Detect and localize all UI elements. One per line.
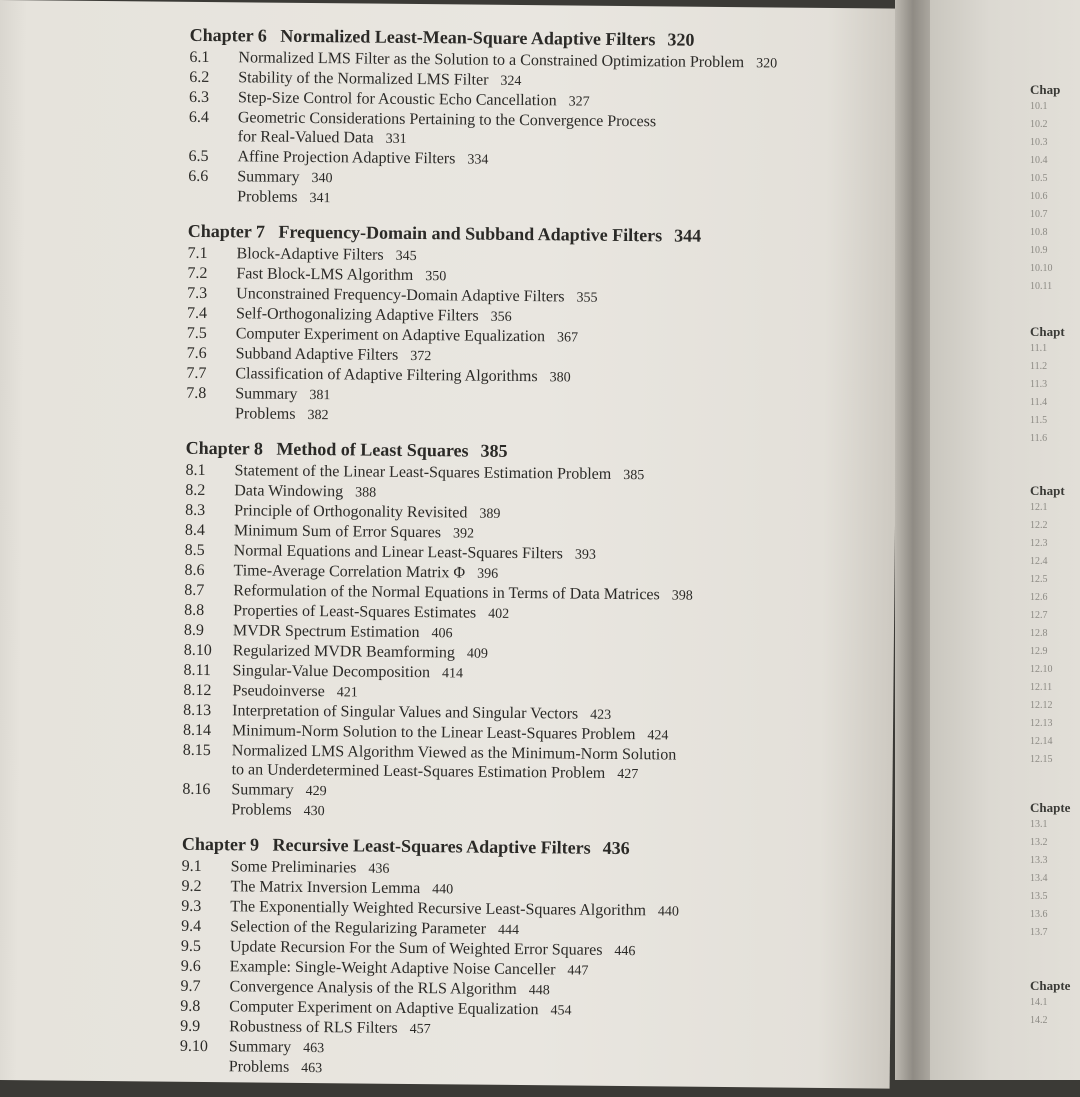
section-title: Interpretation of Singular Values and Singular Vectors <box>232 702 579 723</box>
section-page: 457 <box>409 1021 431 1038</box>
section-number: 8.8 <box>184 601 205 619</box>
section-number: 8.3 <box>185 501 206 519</box>
section-title: Principle of Orthogonality Revisited <box>234 502 468 522</box>
section-number: 9.10 <box>179 1037 209 1056</box>
right-page-section-number: 12.13 <box>1030 718 1053 729</box>
section-title: Summary <box>228 1038 292 1056</box>
right-page-section-number: 12.4 <box>1030 556 1048 567</box>
right-page-section-number: 13.4 <box>1030 873 1048 884</box>
right-page-section-number: 10.6 <box>1030 191 1048 202</box>
section-number: 9.8 <box>180 997 201 1015</box>
section-number <box>186 404 235 424</box>
section-title: Computer Experiment on Adaptive Equalization <box>229 998 539 1019</box>
section-title-continued: to an Underdetermined Least-Squares Estimation Problem <box>231 761 606 782</box>
section-title: Problems <box>231 801 292 819</box>
section-page: 334 <box>467 152 489 168</box>
section-number: 6.2 <box>189 68 210 87</box>
right-page-section-number: 13.3 <box>1030 855 1048 866</box>
chapter-title: Method of Least Squares <box>276 438 469 461</box>
section-page: 396 <box>477 566 499 582</box>
section-number: 8.6 <box>184 561 205 579</box>
section-title: Problems <box>228 1058 290 1076</box>
section-page: 444 <box>497 922 520 939</box>
right-page-section-number: 11.4 <box>1030 397 1048 408</box>
chapter-9 <box>180 833 882 1084</box>
section-title: Classification of Adaptive Filtering Algorithms <box>235 365 538 386</box>
section-number: 7.5 <box>186 324 207 343</box>
section-page: 341 <box>309 190 331 207</box>
section-title: Affine Projection Adaptive Filters <box>237 148 456 168</box>
right-page-section-number: 10.3 <box>1030 137 1048 148</box>
right-page-chapter-label: Chapte <box>1030 978 1071 993</box>
right-page-section-number: 12.15 <box>1030 754 1053 765</box>
section-page: 398 <box>671 588 693 604</box>
section-page: 436 <box>368 861 390 877</box>
section-title: Geometric Considerations Pertaining to the Convergence Process <box>237 109 657 131</box>
section-page: 440 <box>432 882 454 898</box>
section-title-continued: for Real-Valued Data <box>237 128 374 147</box>
section-page: 424 <box>647 728 669 744</box>
chapter-label: Chapter 7 <box>187 220 266 242</box>
section-title: Summary <box>231 781 294 799</box>
section-title: Problems <box>237 188 298 206</box>
section-title: Self-Orthogonalizing Adaptive Filters <box>235 305 479 325</box>
right-page-section-number: 13.6 <box>1030 909 1048 920</box>
chapter-label: Chapter 9 <box>181 833 260 855</box>
chapter-6 <box>188 24 890 214</box>
right-page-section-number: 12.10 <box>1030 664 1053 675</box>
section-page: 440 <box>657 904 680 920</box>
right-page-section-number: 10.5 <box>1030 173 1048 184</box>
right-page-section-number: 12.14 <box>1030 736 1053 747</box>
section-title: Minimum-Norm Solution to the Linear Least-Squares Problem <box>231 722 636 744</box>
chapter-page: 320 <box>667 29 695 50</box>
section-number: 9.7 <box>180 977 201 995</box>
section-page: 454 <box>550 1003 572 1019</box>
section-title: Step-Size Control for Acoustic Echo Cancellation <box>237 89 557 110</box>
section-page: 388 <box>355 485 377 501</box>
section-number: 8.9 <box>183 621 205 639</box>
section-number: 8.14 <box>182 721 212 740</box>
section-title: Subband Adaptive Filters <box>235 345 399 364</box>
right-page-block <box>1030 800 1070 942</box>
section-page: 447 <box>567 963 589 979</box>
chapter-title: Recursive Least-Squares Adaptive Filters <box>272 834 591 858</box>
section-number: 7.2 <box>187 264 208 283</box>
section-title: Normalized LMS Filter as the Solution to a Constrained Optimization Problem <box>238 49 745 72</box>
right-page-block <box>1030 82 1060 296</box>
section-page: 427 <box>617 766 639 783</box>
right-page-section-number: 14.2 <box>1030 1015 1048 1026</box>
section-page: 429 <box>305 783 327 800</box>
section-number: 9.3 <box>181 897 202 915</box>
chapter-7 <box>186 220 888 431</box>
section-page: 345 <box>395 248 417 265</box>
section-page: 414 <box>441 666 464 682</box>
section-page: 409 <box>466 646 488 662</box>
section-number: 7.1 <box>187 244 208 263</box>
section-title: Problems <box>234 405 296 423</box>
right-page-chapter-label: Chap <box>1030 82 1061 97</box>
section-page: 392 <box>452 526 475 542</box>
section-page: 320 <box>756 56 778 72</box>
right-page-section-number: 12.8 <box>1030 628 1048 639</box>
right-page-section-number: 11.3 <box>1030 379 1048 390</box>
section-title: Statement of the Linear Least-Squares Estimation Problem <box>234 462 612 483</box>
right-page-section-number: 12.12 <box>1030 700 1053 711</box>
section-title: Summary <box>237 168 300 186</box>
section-number: 8.5 <box>184 541 205 559</box>
section-number: 7.6 <box>186 344 207 362</box>
right-page-section-number: 12.6 <box>1030 592 1048 603</box>
section-page: 423 <box>590 707 612 723</box>
right-page-section-number: 10.4 <box>1030 155 1048 166</box>
section-number: 8.13 <box>183 701 212 720</box>
right-page-section-number: 11.1 <box>1030 343 1048 354</box>
section-title: Block-Adaptive Filters <box>236 245 384 264</box>
section-number: 6.3 <box>188 88 210 107</box>
section-page: 385 <box>623 468 645 484</box>
section-title: Computer Experiment on Adaptive Equalization <box>235 325 546 346</box>
section-page: 463 <box>301 1060 323 1077</box>
right-page-section-number: 10.8 <box>1030 227 1048 238</box>
right-page-section-number: 11.6 <box>1030 433 1048 444</box>
right-page-section-number: 10.9 <box>1030 245 1048 256</box>
section-page: 421 <box>336 685 358 701</box>
section-title: Normal Equations and Linear Least-Squares Filters <box>233 542 564 563</box>
section-number <box>180 1057 229 1077</box>
section-number: 7.7 <box>186 364 207 382</box>
right-page-section-number: 12.11 <box>1030 682 1053 693</box>
section-page: 448 <box>528 983 550 999</box>
section-number: 9.4 <box>181 917 202 935</box>
section-number: 8.15 <box>182 741 211 760</box>
section-page: 430 <box>303 803 325 820</box>
table-of-contents <box>180 24 890 1097</box>
section-title: MVDR Spectrum Estimation <box>232 622 420 642</box>
right-page-section-number: 10.10 <box>1030 263 1053 274</box>
section-number: 8.4 <box>184 521 205 539</box>
section-title: Robustness of RLS Filters <box>229 1018 398 1037</box>
section-number: 7.4 <box>186 304 208 323</box>
section-title: Summary <box>235 385 298 403</box>
section-title: Update Recursion For the Sum of Weighted Error Squares <box>229 938 603 959</box>
section-page: 381 <box>309 387 331 404</box>
book-gutter <box>895 0 935 1080</box>
right-page-section-number: 12.3 <box>1030 538 1048 549</box>
section-title: Unconstrained Frequency-Domain Adaptive Filters <box>236 285 565 306</box>
chapter-label: Chapter 8 <box>185 437 263 459</box>
right-page-section-number: 14.1 <box>1030 997 1048 1008</box>
right-page-block <box>1030 483 1065 769</box>
section-number: 9.5 <box>180 937 202 955</box>
right-page-section-number: 12.7 <box>1030 610 1048 621</box>
chapter-label: Chapter 6 <box>189 24 267 46</box>
right-page-chapter-label: Chapt <box>1030 483 1065 498</box>
section-number: 8.2 <box>185 481 206 499</box>
chapter-page: 436 <box>602 837 630 859</box>
section-page: 389 <box>479 506 501 522</box>
section-title: Pseudoinverse <box>232 682 325 701</box>
section-page: 324 <box>500 73 522 90</box>
section-title: Normalized LMS Algorithm Viewed as the Minimum-Norm Solution <box>231 742 677 764</box>
section-page: 350 <box>425 269 447 285</box>
right-page-section-number: 13.2 <box>1030 837 1048 848</box>
section-page: 380 <box>549 370 571 386</box>
section-title: Fast Block-LMS Algorithm <box>236 265 414 284</box>
chapter-page: 344 <box>674 225 702 246</box>
section-page: 393 <box>574 547 597 563</box>
section-number: 6.6 <box>188 167 209 186</box>
chapter-title: Frequency-Domain and Subband Adaptive Filters <box>278 221 663 246</box>
chapter-page: 385 <box>480 440 508 461</box>
right-page-section-number: 13.5 <box>1030 891 1048 902</box>
section-title: Some Preliminaries <box>230 858 357 877</box>
right-page-section-number: 10.2 <box>1030 119 1048 130</box>
section-page: 355 <box>576 290 598 306</box>
right-page-section-number: 10.7 <box>1030 209 1048 220</box>
section-number: 8.16 <box>182 780 211 799</box>
right-page-section-number: 10.11 <box>1030 281 1053 292</box>
section-page: 356 <box>490 309 512 325</box>
section-number <box>188 187 237 207</box>
section-title: Properties of Least-Squares Estimates <box>233 602 477 622</box>
section-page: 340 <box>311 170 333 187</box>
section-title: The Matrix Inversion Lemma <box>230 878 421 898</box>
section-title: Minimum Sum of Error Squares <box>233 522 442 542</box>
section-page: 463 <box>303 1040 325 1057</box>
section-number: 7.3 <box>187 284 208 303</box>
section-page: 402 <box>488 606 510 622</box>
chapter-title: Normalized Least-Mean-Square Adaptive Filters <box>280 25 656 50</box>
section-title: Convergence Analysis of the RLS Algorithm <box>229 978 517 999</box>
section-number: 8.7 <box>184 581 205 599</box>
section-page: 446 <box>614 943 636 960</box>
section-title: The Exponentially Weighted Recursive Least-Squares Algorithm <box>230 898 647 920</box>
section-number: 9.2 <box>181 877 202 895</box>
section-page: 327 <box>568 94 590 110</box>
section-number: 9.9 <box>180 1017 201 1035</box>
section-page: 331 <box>385 131 407 147</box>
section-title: Reformulation of the Normal Equations in Terms of Data Matrices <box>233 582 660 604</box>
section-number: 6.4 <box>188 108 209 127</box>
section-number: 8.11 <box>183 661 212 680</box>
right-page-section-number: 13.7 <box>1030 927 1048 938</box>
section-page: 372 <box>410 348 432 365</box>
section-number: 7.8 <box>186 384 207 402</box>
section-title: Stability of the Normalized LMS Filter <box>238 69 489 89</box>
section-number <box>182 800 231 820</box>
section-number: 6.5 <box>188 147 209 166</box>
section-page: 382 <box>307 407 329 424</box>
section-title: Singular-Value Decomposition <box>232 662 431 682</box>
right-page-section-number: 12.5 <box>1030 574 1048 585</box>
section-page: 367 <box>556 330 579 346</box>
right-page-block <box>1030 324 1065 448</box>
section-number: 8.12 <box>183 681 212 700</box>
section-title: Data Windowing <box>234 482 344 501</box>
section-number: 9.6 <box>180 957 201 975</box>
chapter-8 <box>182 437 886 827</box>
section-number: 8.10 <box>183 641 212 660</box>
right-page-section-number: 11.5 <box>1030 415 1048 426</box>
section-number: 6.1 <box>189 48 210 67</box>
right-page-chapter-label: Chapt <box>1030 324 1065 339</box>
right-page-section-number: 10.1 <box>1030 101 1048 112</box>
section-number: 9.1 <box>181 857 202 875</box>
section-title: Selection of the Regularizing Parameter <box>230 918 487 938</box>
right-page-section-number: 12.9 <box>1030 646 1048 657</box>
section-number: 8.1 <box>185 461 206 479</box>
section-page: 406 <box>431 626 453 642</box>
section-title: Example: Single-Weight Adaptive Noise Canceller <box>229 958 556 979</box>
right-page-section-number: 12.2 <box>1030 520 1048 531</box>
right-page-section-number: 11.2 <box>1030 361 1048 372</box>
right-page-chapter-label: Chapte <box>1030 800 1071 815</box>
section-title: Time-Average Correlation Matrix Φ <box>233 562 466 582</box>
right-page-section-number: 13.1 <box>1030 819 1048 830</box>
right-page-block <box>1030 978 1070 1030</box>
right-page-section-number: 12.1 <box>1030 502 1048 513</box>
section-title: Regularized MVDR Beamforming <box>232 642 456 662</box>
